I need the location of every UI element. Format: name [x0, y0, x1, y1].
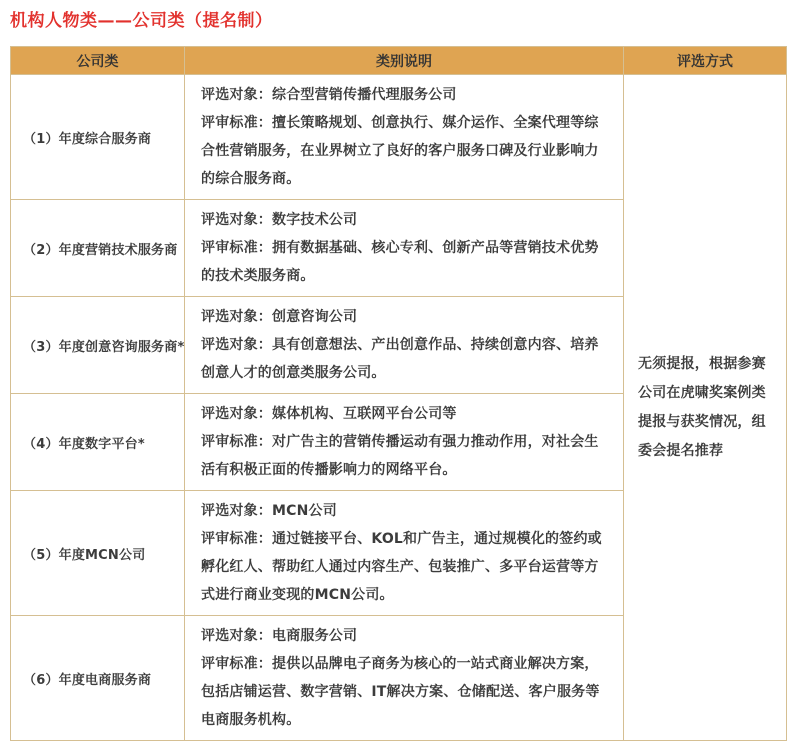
category-cell-5: （5）年度MCN公司: [11, 491, 185, 616]
description-target-line: 评选对象：媒体机构、互联网平台公司等: [201, 406, 457, 422]
description-target-line: 评选对象：创意咨询公司: [201, 309, 358, 325]
description-criteria-line: 评审标准：拥有数据基础、核心专利、创新产品等营销技术优势的技术类服务商。: [201, 240, 599, 284]
page-title: 机构人物类——公司类（提名制）: [10, 11, 273, 31]
description-cell-1: [185, 75, 624, 200]
description-cell-2: [185, 200, 624, 297]
header-company-category: 公司类: [11, 47, 185, 75]
category-cell-4: （4）年度数字平台*: [11, 394, 185, 491]
company-category-table: [10, 46, 787, 741]
category-cell-3: （3）年度创意咨询服务商*: [11, 297, 185, 394]
category-cell-6: （6）年度电商服务商: [11, 616, 185, 741]
table-row: [11, 75, 787, 200]
description-cell-5: [185, 491, 624, 616]
description-target-line: 评选对象：电商服务公司: [201, 628, 358, 644]
description-target-line: 评选对象：综合型营销传播代理服务公司: [201, 87, 457, 103]
description-criteria-line: 评审标准：提供以品牌电子商务为核心的一站式商业解决方案，包括店铺运营、数字营销、IT解决方案、仓储配送、客户服务等电商服务机构。: [201, 656, 600, 728]
header-selection-method: 评选方式: [624, 47, 787, 75]
header-category-description: 类别说明: [185, 47, 624, 75]
category-cell-2: （2）年度营销技术服务商: [11, 200, 185, 297]
description-target-line: 评选对象：数字技术公司: [201, 212, 358, 228]
description-target-line: 评选对象：MCN公司: [201, 503, 337, 519]
description-criteria-line: 评审标准：通过链接平台、KOL和广告主，通过规模化的签约或孵化红人、帮助红人通过内容生产、包装推广、多平台运营等方式进行商业变现的MCN公司。: [201, 531, 602, 603]
description-cell-4: [185, 394, 624, 491]
description-criteria-line: 评审标准：对广告主的营销传播运动有强力推动作用，对社会生活有积极正面的传播影响力的网络平台。: [201, 434, 599, 478]
table-header-row: [11, 47, 787, 75]
description-criteria-line: 评选对象：具有创意想法、产出创意作品、持续创意内容、培养创意人才的创意类服务公司。: [201, 337, 599, 381]
description-cell-6: [185, 616, 624, 741]
selection-method-cell: 无须提报，根据参赛公司在虎啸奖案例类提报与获奖情况，组委会提名推荐: [624, 75, 787, 741]
description-cell-3: [185, 297, 624, 394]
category-cell-1: （1）年度综合服务商: [11, 75, 185, 200]
description-criteria-line: 评审标准：擅长策略规划、创意执行、媒介运作、全案代理等综合性营销服务，在业界树立了良好的客户服务口碑及行业影响力的综合服务商。: [201, 115, 599, 187]
